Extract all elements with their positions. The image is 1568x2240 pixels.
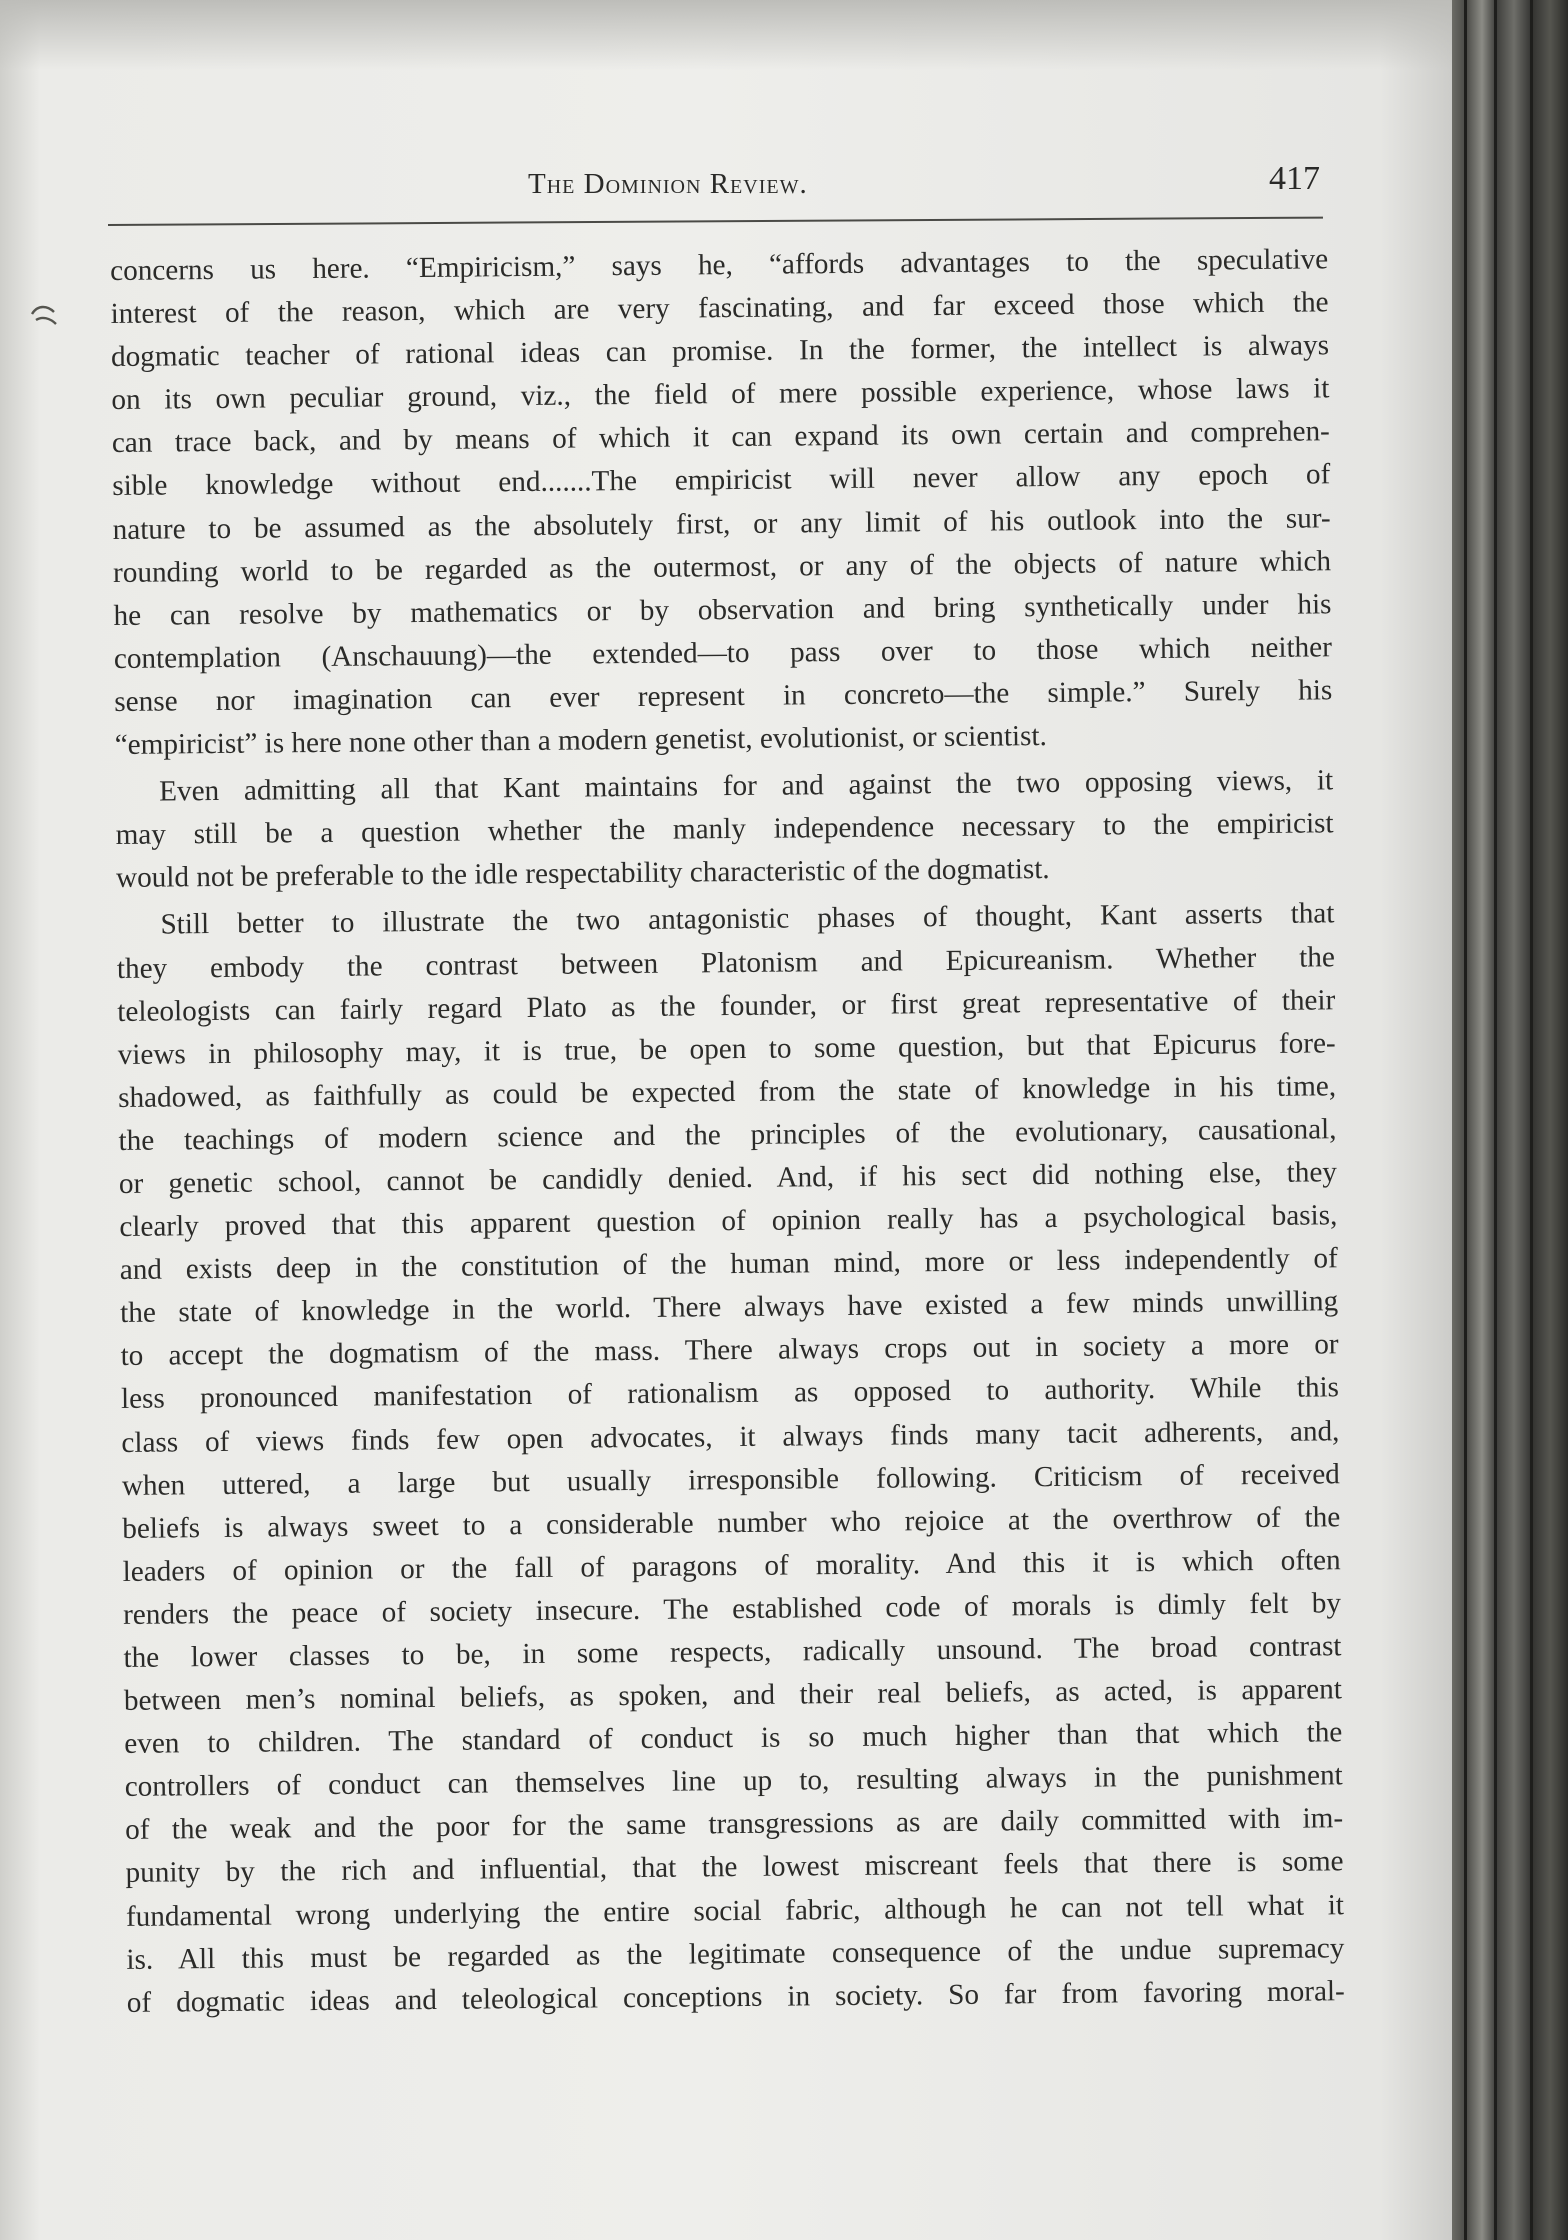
text-line: class of views finds few open advocates, it always finds many tacit adherents, and,	[121, 1414, 1340, 1459]
book-spine	[1452, 0, 1568, 2240]
text-line: Still better to illustrate the two antagonistic phases of thought, Kant asserts that	[160, 897, 1335, 941]
text-line: views in philosophy may, it is true, be open to some question, but that Epicurus fore-	[117, 1026, 1336, 1071]
text-line: he can resolve by mathematics or by observation and bring synthetically under his	[113, 588, 1332, 632]
spine-edge	[1464, 0, 1467, 2240]
text-line: of the weak and the poor for the same transgressions as are daily committed with im-	[125, 1802, 1344, 1847]
page-number: 417	[1269, 160, 1320, 197]
text-line: when uttered, a large but usually irresponsible following. Criticism of received	[121, 1457, 1340, 1502]
text-line: of dogmatic ideas and teleological conceptions in society. So far from favoring moral-	[126, 1974, 1345, 2019]
text-line: or genetic school, cannot be candidly denied. And, if his sect did nothing else, they	[118, 1156, 1338, 1200]
text-line: to accept the dogmatism of the mass. There always crops out in society a more or	[120, 1328, 1339, 1373]
running-header	[110, 158, 1320, 218]
text-line: the lower classes to be, in some respects, radically unsound. The broad contrast	[123, 1630, 1342, 1674]
text-line: sense nor imagination can ever represent in concreto—the simple.” Surely his	[114, 674, 1333, 718]
text-line: can trace back, and by means of which it can expand its own certain and comprehen-	[111, 415, 1330, 460]
text-line: rounding world to be regarded as the outermost, or any of the objects of nature which	[112, 544, 1332, 589]
text-line: punity by the rich and influential, that the lowest miscreant feels that there is some	[125, 1845, 1344, 1890]
text-line: dogmatic teacher of rational ideas can promise. In the former, the intellect is always	[110, 329, 1330, 374]
text-line: is. All this must be regarded as the legitimate consequence of the undue supremacy	[126, 1931, 1345, 1976]
text-line: fundamental wrong underlying the entire social fabric, although he can not tell what it	[125, 1888, 1345, 1933]
text-line: shadowed, as faithfully as could be expected from the state of knowledge in his time,	[117, 1070, 1337, 1114]
paragraph	[110, 238, 1333, 767]
text-line: clearly proved that this apparent question of opinion really has a psychological basis,	[119, 1199, 1338, 1244]
text-line: would not be preferable to the idle respectability characteristic of the dogmatist.	[115, 853, 1050, 895]
text-line: beliefs is always sweet to a considerable number who rejoice at the overthrow of the	[122, 1500, 1341, 1545]
body-text	[110, 238, 1345, 2024]
text-line: concerns us here. “Empiricism,” says he, “affords advantages to the speculative	[110, 243, 1329, 287]
text-line: the teachings of modern science and the principles of the evolutionary, causational,	[118, 1113, 1337, 1157]
text-line: leaders of opinion or the fall of paragons of morality. And this it is which often	[122, 1544, 1341, 1588]
text-line: sible knowledge without end.......The empiricist will never allow any epoch of	[112, 458, 1331, 503]
text-line: may still be a question whether the manly independence necessary to the empiricist	[115, 807, 1334, 852]
text-line: Even admitting all that Kant maintains for and against the two opposing views, it	[159, 764, 1334, 808]
text-line: and exists deep in the constitution of the human mind, more or less independently of	[119, 1242, 1338, 1287]
text-line: the state of knowledge in the world. There always have existed a few minds unwilling	[120, 1285, 1339, 1330]
spine-edge	[1494, 0, 1497, 2240]
text-line: teleologists can fairly regard Plato as the founder, or first great representative of their	[117, 983, 1336, 1028]
text-line: controllers of conduct can themselves line up to, resulting always in the punishment	[124, 1759, 1343, 1804]
text-line: renders the peace of society insecure. The established code of morals is dimly felt by	[122, 1587, 1342, 1631]
page-shadow	[0, 0, 1470, 70]
text-line: even to children. The standard of conduct is so much higher than that which the	[124, 1716, 1343, 1761]
text-line: “empiricist” is here none other than a modern genetist, evolutionist, or scientist.	[114, 720, 1048, 762]
text-line: on its own peculiar ground, viz., the field of mere possible experience, whose laws it	[111, 372, 1330, 417]
running-title: The Dominion Review.	[528, 168, 808, 200]
margin-ink-mark	[30, 300, 60, 336]
text-line: contemplation (Anschauung)—the extended—to pass over to those which neither	[113, 631, 1333, 675]
text-line: interest of the reason, which are very fascinating, and far exceed those which the	[110, 286, 1329, 331]
spine-edge	[1530, 0, 1533, 2240]
paragraph	[116, 893, 1345, 2025]
text-line: less pronounced manifestation of rationalism as opposed to authority. While this	[120, 1371, 1340, 1416]
text-line: between men’s nominal beliefs, as spoken, and their real beliefs, as acted, is apparent	[123, 1673, 1343, 1718]
text-line: they embody the contrast between Platonism and Epicureanism. Whether the	[116, 940, 1335, 985]
text-line: nature to be assumed as the absolutely first, or any limit of his outlook into the sur-	[112, 501, 1331, 546]
paragraph	[115, 759, 1334, 900]
